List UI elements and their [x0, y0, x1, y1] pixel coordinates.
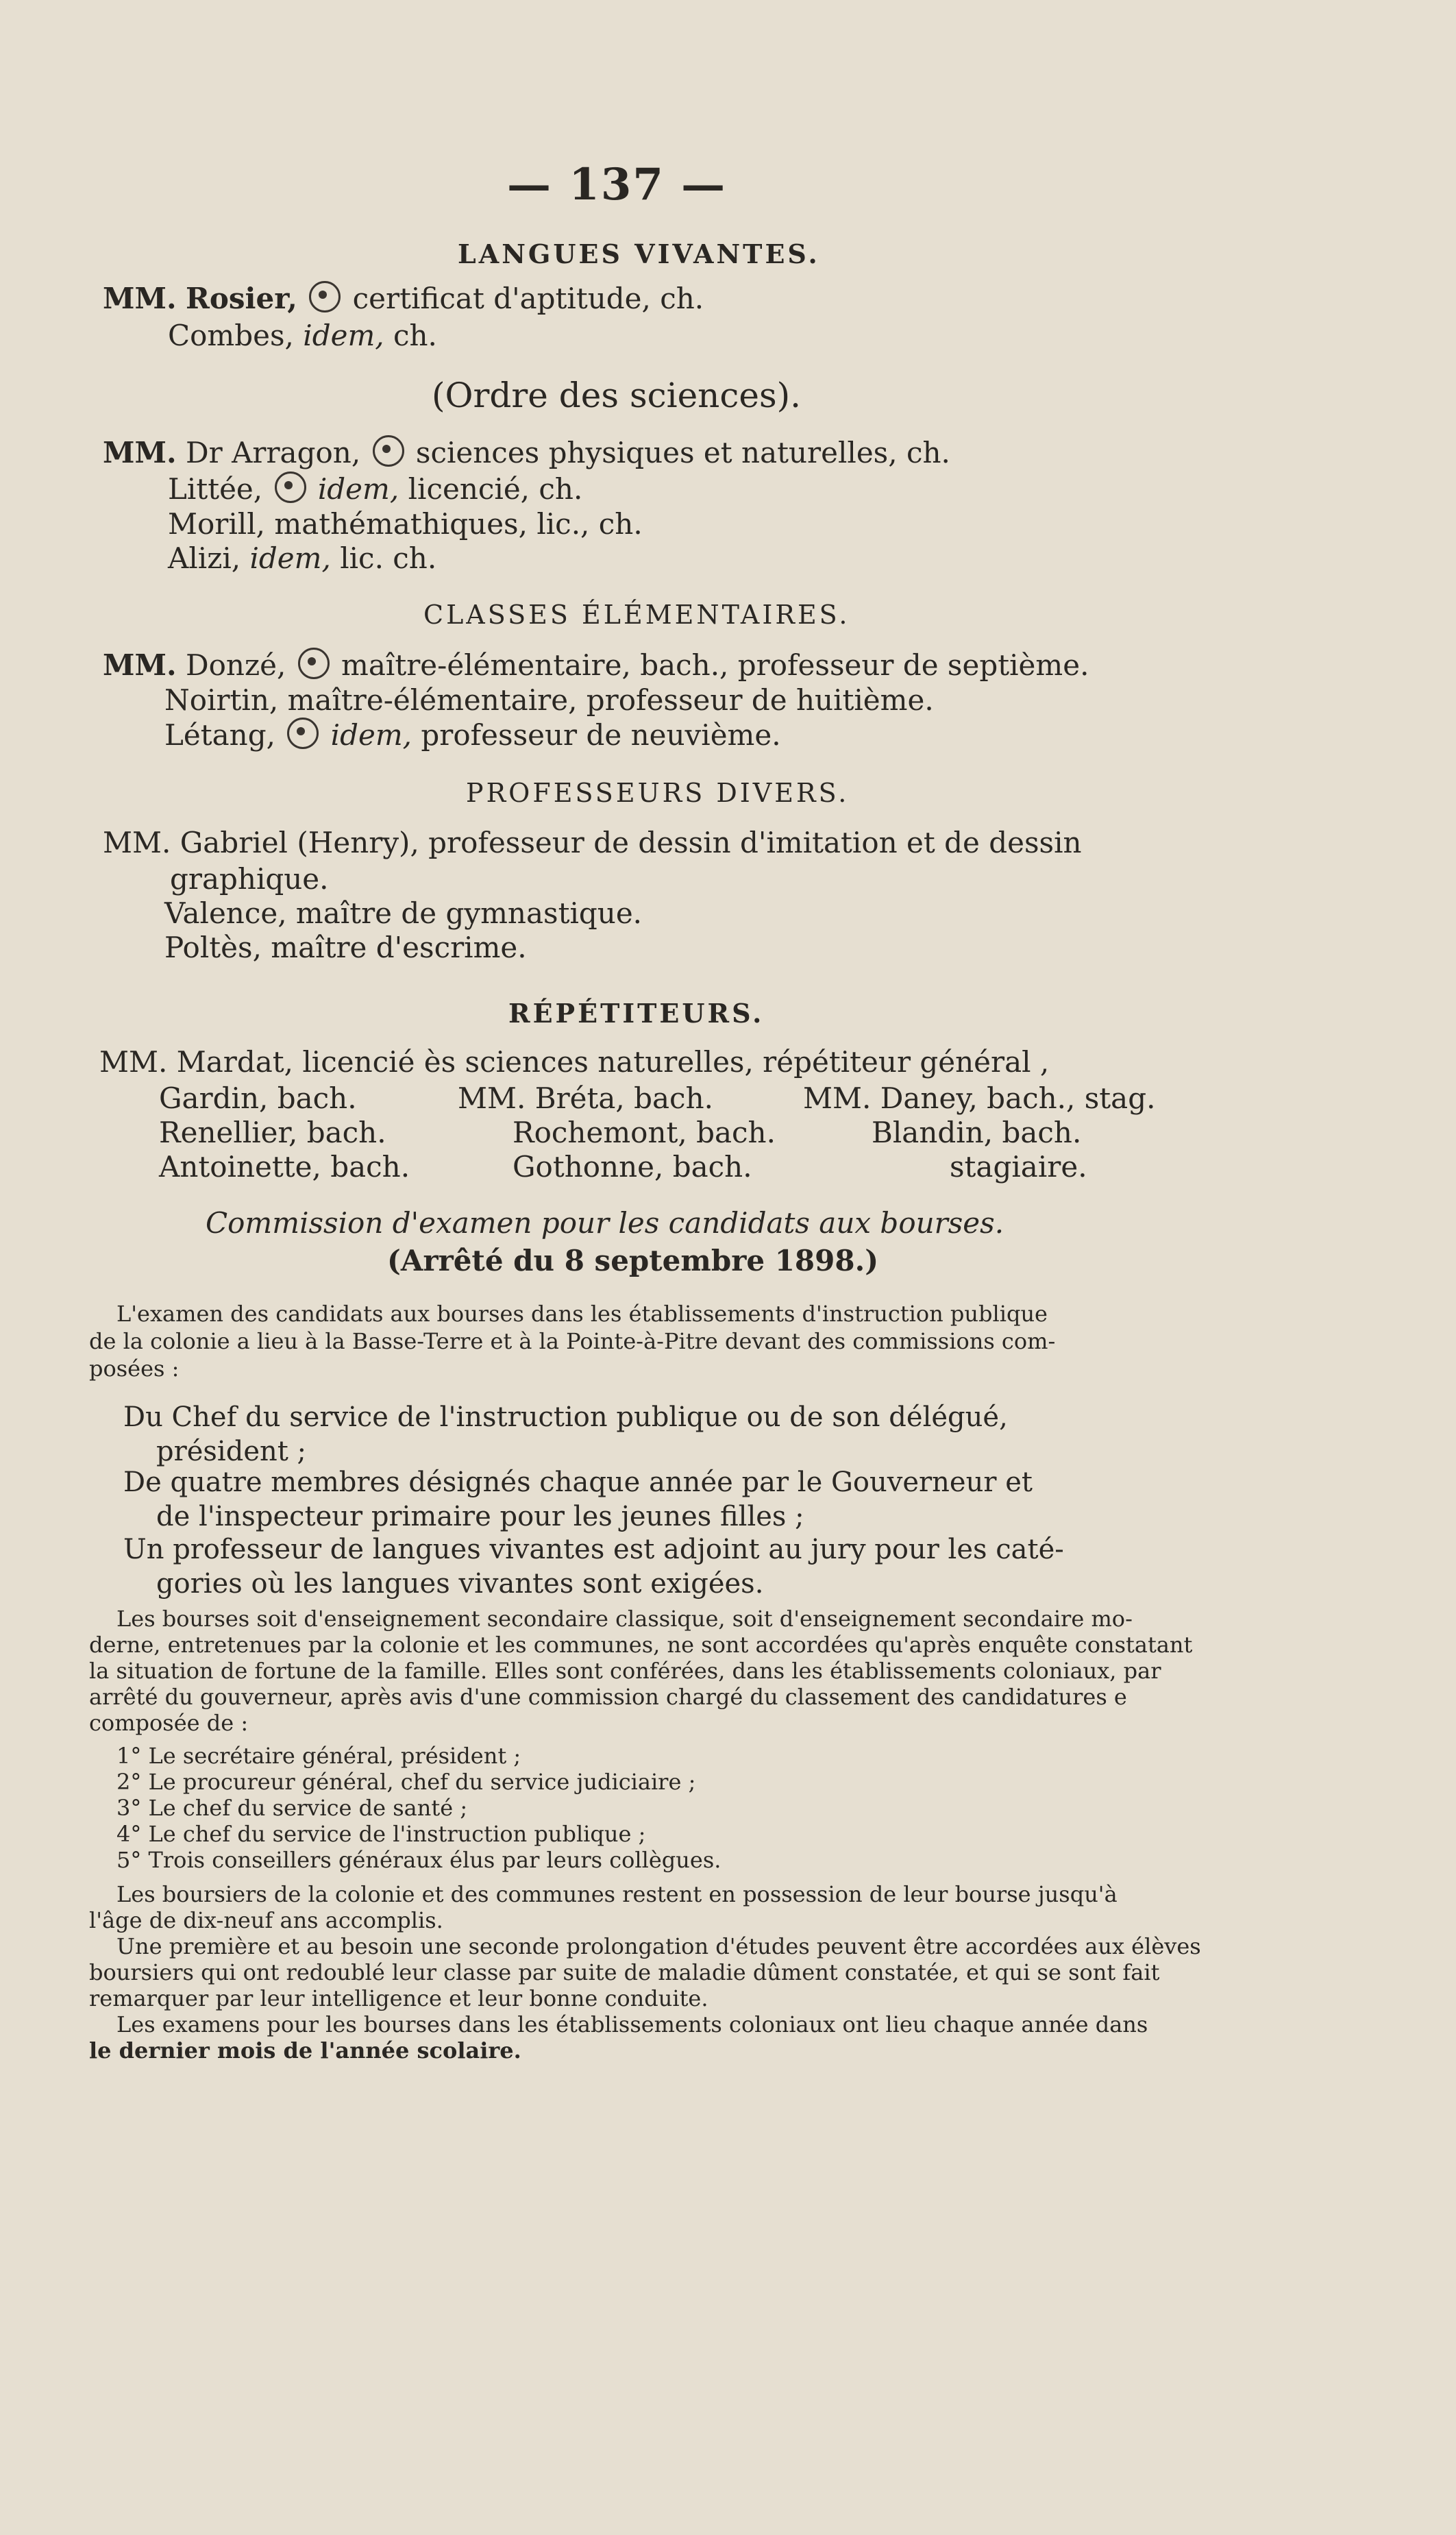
legion-emblem-icon [309, 281, 341, 313]
paragraph-line: Une première et au besoin une seconde prolongation d'études peuvent être accordées aux élèves [116, 1933, 1201, 1959]
repetiteurs-row: Gardin, bach. MM. Bréta, bach. MM. Daney, bach., stag. [159, 1081, 1156, 1115]
member-line: Du Chef du service de l'instruction publique ou de son délégué, [123, 1401, 1008, 1433]
commission-title: Commission d'examen pour les candidats aux bourses. [206, 1206, 1004, 1240]
member-line: Un professeur de langues vivantes est adjoint au jury pour les caté- [123, 1534, 1064, 1565]
staff-line: Valence, maître de gymnastique. [164, 896, 643, 930]
member-line: gories où les langues vivantes sont exigées. [156, 1568, 764, 1600]
list-item: 4° Le chef du service de l'instruction publique ; [116, 1821, 646, 1847]
paragraph-line: L'examen des candidats aux bourses dans les établissements d'instruction publique [116, 1301, 1048, 1327]
paragraph-line: la situation de fortune de la famille. Elles sont conférées, dans les établissements coloniaux, par [89, 1658, 1161, 1684]
repetiteurs-row: Antoinette, bach. Gothonne, bach. stagiaire. [159, 1150, 1087, 1184]
heading-professeurs-divers: PROFESSEURS DIVERS. [466, 778, 850, 808]
paragraph-line: l'âge de dix-neuf ans accomplis. [89, 1907, 443, 1933]
staff-line: Combes, idem, ch. [168, 319, 437, 352]
staff-line: MM. Gabriel (Henry), professeur de dessin d'imitation et de dessin [103, 826, 1082, 859]
staff-line: Noirtin, maître-élémentaire, professeur de huitième. [164, 683, 934, 717]
paragraph-line: Les examens pour les bourses dans les établissements coloniaux ont lieu chaque année dans [116, 2011, 1148, 2037]
staff-line: MM. Donzé, maître-élémentaire, bach., professeur de septième. [103, 648, 1089, 682]
page-number: — 137 — [507, 159, 727, 210]
paragraph-line: Les bourses soit d'enseignement secondaire classique, soit d'enseignement secondaire mo- [116, 1606, 1133, 1632]
legion-emblem-icon [298, 648, 330, 679]
paragraph-line: composée de : [89, 1710, 249, 1736]
heading-repetiteurs: RÉPÉTITEURS. [508, 998, 765, 1029]
repetiteurs-row: Renellier, bach. Rochemont, bach. Blandin, bach. [159, 1116, 1082, 1149]
staff-line: MM. Mardat, licencié ès sciences naturelles, répétiteur général , [99, 1045, 1050, 1079]
paragraph-line: de la colonie a lieu à la Basse-Terre et à la Pointe-à-Pitre devant des commissions com- [89, 1328, 1056, 1354]
paragraph-line: posées : [89, 1356, 180, 1382]
list-item: 2° Le procureur général, chef du service judiciaire ; [116, 1769, 696, 1795]
staff-line: Létang, idem, professeur de neuvième. [164, 718, 781, 752]
list-item: 1° Le secrétaire général, président ; [116, 1743, 521, 1769]
staff-line: Morill, mathémathiques, lic., ch. [168, 507, 643, 541]
legion-emblem-icon [287, 718, 319, 749]
list-item: 3° Le chef du service de santé ; [116, 1795, 468, 1821]
heading-langues-vivantes: LANGUES VIVANTES. [458, 238, 820, 269]
member-line: De quatre membres désignés chaque année par le Gouverneur et [123, 1467, 1033, 1498]
heading-classes-elementaires: CLASSES ÉLÉMENTAIRES. [423, 600, 850, 630]
staff-line: Alizi, idem, lic. ch. [168, 541, 437, 575]
paragraph-line: arrêté du gouverneur, après avis d'une commission chargé du classement des candidatures e [89, 1684, 1127, 1710]
staff-line: MM. Dr Arragon, sciences physiques et naturelles, ch. [103, 436, 950, 469]
member-line: président ; [156, 1436, 307, 1467]
legion-emblem-icon [275, 472, 306, 503]
commission-subtitle: (Arrêté du 8 septembre 1898.) [387, 1244, 879, 1277]
paragraph-line: Les boursiers de la colonie et des communes restent en possession de leur bourse jusqu'à [116, 1881, 1118, 1907]
heading-ordre-sciences: (Ordre des sciences). [432, 376, 802, 415]
paragraph-line: boursiers qui ont redoublé leur classe par suite de maladie dûment constatée, et qui se sont fait [89, 1959, 1160, 1985]
paragraph-line: derne, entretenues par la colonie et les communes, ne sont accordées qu'après enquête constatant [89, 1632, 1193, 1658]
list-item: 5° Trois conseillers généraux élus par leurs collègues. [116, 1847, 721, 1873]
staff-line: Littée, idem, licencié, ch. [168, 472, 583, 506]
staff-line: Poltès, maître d'escrime. [164, 931, 527, 964]
paragraph-line: remarquer par leur intelligence et leur bonne conduite. [89, 1985, 708, 2011]
staff-line: graphique. [170, 862, 329, 896]
staff-line: MM. Rosier, certificat d'aptitude, ch. [103, 282, 704, 315]
paragraph-line: le dernier mois de l'année scolaire. [89, 2037, 521, 2063]
legion-emblem-icon [373, 435, 404, 467]
member-line: de l'inspecteur primaire pour les jeunes filles ; [156, 1501, 804, 1532]
